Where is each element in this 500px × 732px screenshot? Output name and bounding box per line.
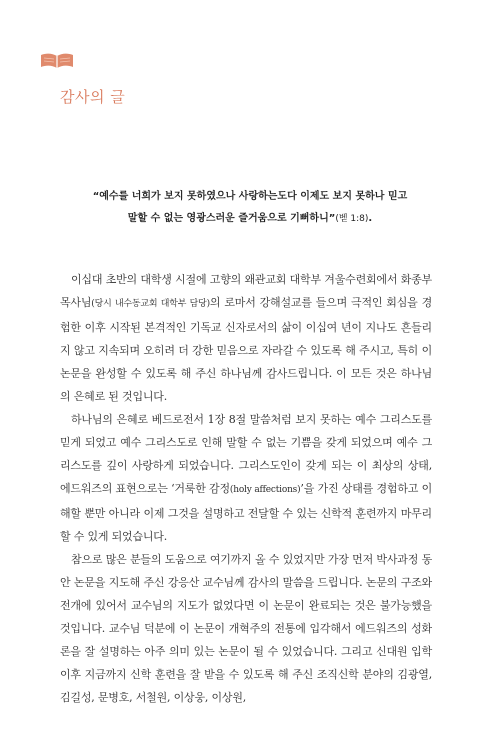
paragraph-2 <box>60 408 432 548</box>
paragraph-2-part-a: 하나님의 은혜로 베드로전서 1장 8절 말씀처럼 보지 못하는 예수 그리스도를 믿게 되었고 예수 그리스도로 인해 말할 수 없는 기쁨을 갖게 되었으며 예수 그리스도를 깊이 사랑하게 되었습니다. 그리스도인이 갖게 되는 이 최상의 상태, 에드워즈의 표현으로는 ‘거룩한 감정 <box>60 413 432 495</box>
epigraph-line-1: “예수를 너희가 보지 못하였으나 사랑하는도다 이제도 보지 못하나 믿고 <box>92 191 408 202</box>
paragraph-1-part-b: 의 로마서 강해설교를 들으며 극적인 회심을 경험한 이후 시작된 본격적인 기독교 신자로서의 삶이 이십여 년이 지나도 흔들리지 않고 지속되며 오히려 더 강한 믿음으로 자라갈 수 있도록 해 주시고, 특히 이 논문을 완성할 수 있도록 해 주신 하나님께 감사드립니다. 이 모든 것은 하나님의 은혜로 된 것입니다. <box>60 296 432 403</box>
section-title: 감사의 글 <box>60 88 126 106</box>
paragraph-1-note: (당시 내수동교회 대학부 담당) <box>91 299 210 309</box>
paragraph-2-note: (holy affections) <box>229 485 301 495</box>
open-book-icon <box>40 52 74 68</box>
epigraph-reference: (벧 1:8) <box>335 214 369 224</box>
epigraph-line-2 <box>60 208 440 230</box>
epigraph-period: . <box>368 213 373 224</box>
paragraph-1-part-a: 이십대 초반의 대학생 시절에 고향의 왜관교회 대학부 겨울수련회에서 화종부 목사님 <box>60 273 432 309</box>
body-text <box>60 268 432 709</box>
paragraph-1 <box>60 268 432 408</box>
epigraph-line-2-text: 말할 수 없는 영광스러운 즐거움으로 기뻐하니” <box>127 213 336 224</box>
paragraph-3: 참으로 많은 분들의 도움으로 여기까지 올 수 있었지만 가장 먼저 박사과정 동안 논문을 지도해 주신 강응산 교수님께 감사의 말씀을 드립니다. 논문의 구조와 전개에 있어서 교수님의 지도가 없었다면 이 논문이 완료되는 것은 불가능했을 것입니다. 교수님 덕분에 이 논문이 개혁주의 전통에 입각해서 에드워즈의 성화론을 잘 설명하는 아주 의미 있는 논문이 될 수 있었습니다. 그리고 신대원 입학 이후 지금까지 신학 훈련을 잘 받을 수 있도록 해 주신 조직신학 분야의 김광열, 김길성, 문병호, 서철원, 이상웅, 이상원, <box>60 553 432 704</box>
epigraph-quote <box>60 186 440 230</box>
paragraph-2-part-b: ’을 가진 상태를 경험하고 이해할 뿐만 아니라 이제 그것을 설명하고 전달할 수 있는 신학적 훈련까지 마무리할 수 있게 되었습니다. <box>60 482 433 543</box>
